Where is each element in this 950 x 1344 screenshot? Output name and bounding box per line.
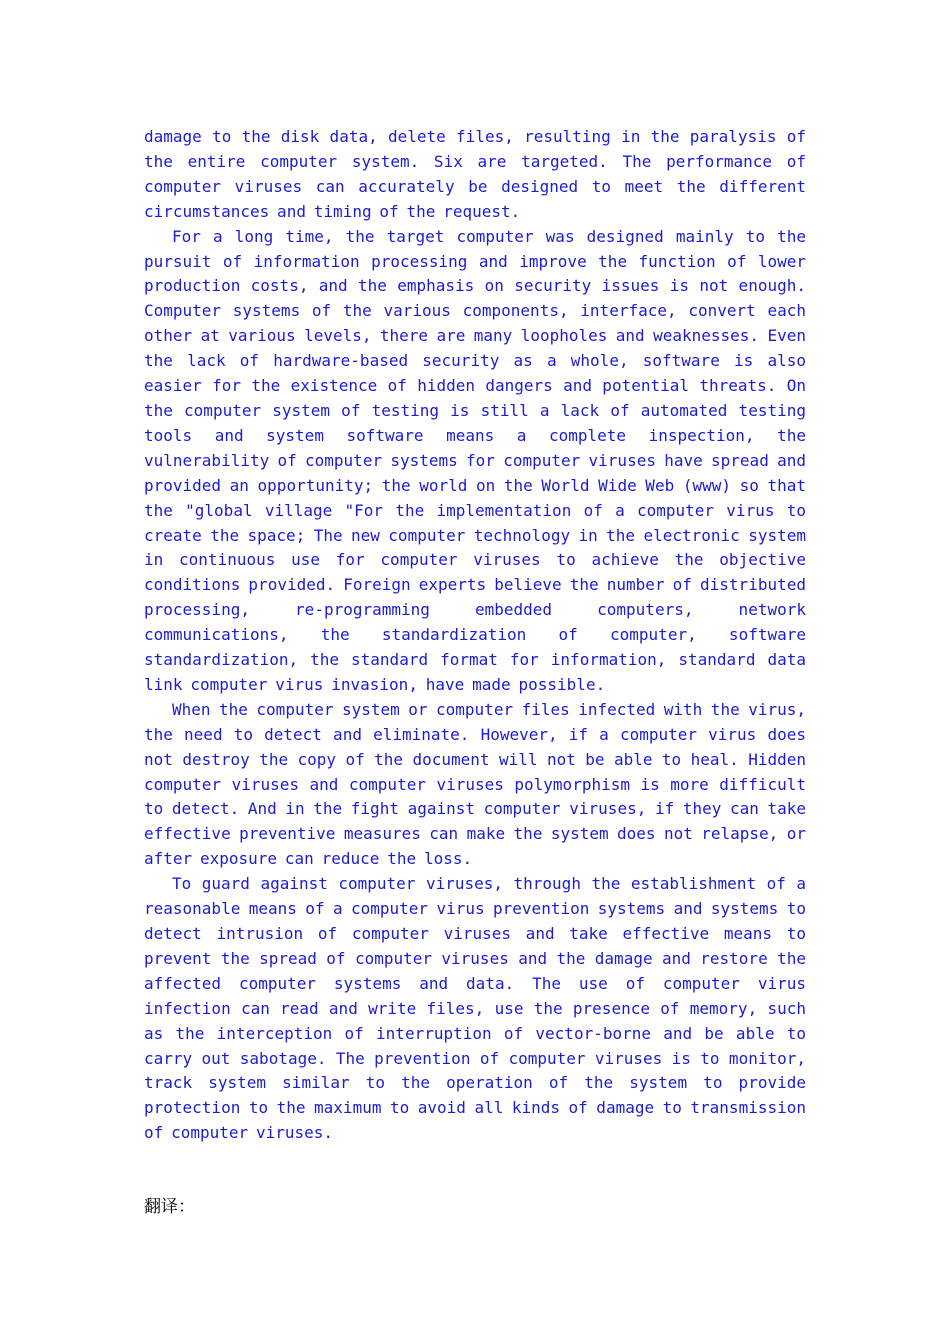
translation-heading: 翻译： — [144, 1197, 195, 1217]
paragraph-continuation: damage to the disk data, delete files, resulting in the paralysis of the entire computer system. Six are targeted. The performance of computer viruses can accurately be designed to meet the different circumstances and timing of the request. — [144, 127, 806, 221]
paragraph-system-design-vulnerabilities: For a long time, the target computer was designed mainly to the pursuit of information processing and improve the function of lower production costs, and the emphasis on security issues is not enough. Computer systems of the various components, interface, convert each other at various levels, there are many loopholes and weaknesses. Even the lack of hardware-based security as a whole, software is also easier for the existence of hidden dangers and potential threats. On the computer system of testing is still a lack of automated testing tools and system software means a complete inspection, the vulnerability of computer systems for computer viruses have spread and provided an opportunity; the world on the World Wide Web (www) so that the "global village "For the implementation of a computer virus to create the space; The new computer technology in the electronic system in continuous use for computer viruses to achieve the objective conditions provided. Foreign experts believe the number of distributed processing, re-programming embedded computers, network communications, the standardization of computer, software standardization, the standard format for information, standard data link computer virus invasion, have made possible. — [144, 226, 806, 694]
document-body — [144, 125, 806, 1146]
paragraph-detection-and-elimination: When the computer system or computer files infected with the virus, the need to detect and eliminate. However, if a computer virus does not destroy the copy of the document will not be able to heal. Hidden computer viruses and computer viruses polymorphism is more difficult to detect. And in the fight against computer viruses, if they can take effective preventive measures can make the system does not relapse, or after exposure can reduce the loss. — [144, 699, 806, 869]
paragraph-prevention-measures: To guard against computer viruses, through the establishment of a reasonable means of a computer virus prevention systems and systems to detect intrusion of computer viruses and take effective means to prevent the spread of computer viruses and the damage and restore the affected computer systems and data. The use of computer virus infection can read and write files, use the presence of memory, such as the interception of interruption of vector-borne and be able to carry out sabotage. The prevention of computer viruses is to monitor, track system similar to the operation of the system to provide protection to the maximum to avoid all kinds of damage to transmission of computer viruses. — [144, 874, 806, 1143]
